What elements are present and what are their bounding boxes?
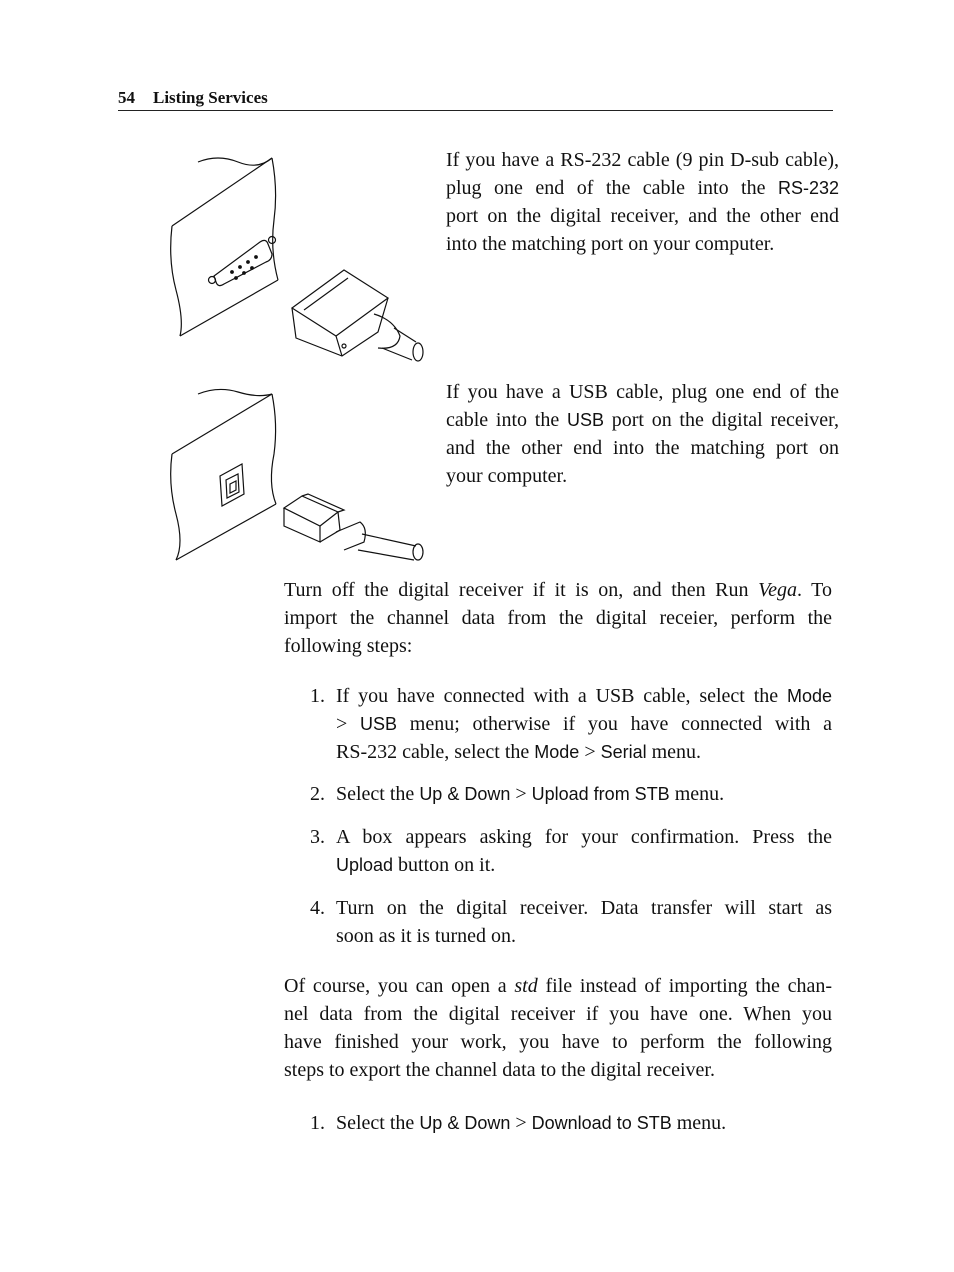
upload-button-label: Upload — [336, 855, 394, 875]
rs232-line-3: port on the digital receiver, and the other end — [446, 205, 839, 227]
intro-line-3: following steps: — [284, 635, 413, 657]
outro-line-1: Of course, you can open a std file instead of importing the chan- — [284, 975, 833, 997]
outro-line-4: steps to export the channel data to the digital receiver. — [284, 1059, 715, 1081]
export-intro-paragraph — [284, 972, 832, 1084]
rs232-paragraph — [446, 146, 839, 258]
menu-up-down: Up & Down — [419, 784, 511, 804]
menu-up-down: Up & Down — [419, 1113, 511, 1133]
section-title: Listing Services — [153, 88, 268, 107]
intro-line-2: import the channel data from the digital receier, perform the — [284, 607, 832, 629]
intro-line-1: Turn off the digital receiver if it is on, and then Run Vega. To — [284, 579, 833, 601]
page-number: 54 — [118, 88, 135, 107]
usb-line-4: your computer. — [446, 465, 568, 487]
menu-mode: Mode — [786, 686, 832, 706]
import-intro-paragraph — [284, 576, 832, 660]
rs232-line-1: If you have a RS-232 cable (9 pin D-sub cable), — [446, 149, 839, 171]
usb-plug-icon — [284, 494, 423, 560]
running-header — [118, 86, 833, 111]
db9-port-icon — [209, 237, 276, 286]
usb-paragraph — [446, 378, 839, 490]
menu-download-to-stb: Download to STB — [531, 1113, 672, 1133]
rs232-connector-illustration — [168, 150, 430, 368]
menu-upload-from-stb: Upload from STB — [531, 784, 670, 804]
menu-serial: Serial — [600, 742, 647, 762]
usb-line-3: and the other end into the matching port on — [446, 437, 839, 459]
std-file-term: std — [514, 975, 538, 997]
rs232-port-label: RS-232 — [777, 178, 840, 198]
usb-port-label: USB — [566, 410, 604, 430]
outro-line-2: nel data from the digital receiver if you have one. When you — [284, 1003, 832, 1025]
rs232-line-2: plug one end of the cable into the RS-232 — [446, 177, 840, 199]
usb-connector-illustration — [168, 384, 430, 564]
menu-mode: Mode — [534, 742, 580, 762]
db9-plug-icon — [292, 270, 423, 361]
usb-line-2: cable into the USB port on the digital receiver, — [446, 409, 840, 431]
menu-usb: USB — [360, 714, 398, 734]
outro-line-3: have finished your work, you have to perform the following — [284, 1031, 832, 1053]
usb-line-1: If you have a USB cable, plug one end of the — [446, 381, 839, 403]
rs232-line-4: into the matching port on your computer. — [446, 233, 775, 255]
usb-port-icon — [220, 464, 244, 506]
vega-app-name: Vega — [758, 579, 797, 601]
